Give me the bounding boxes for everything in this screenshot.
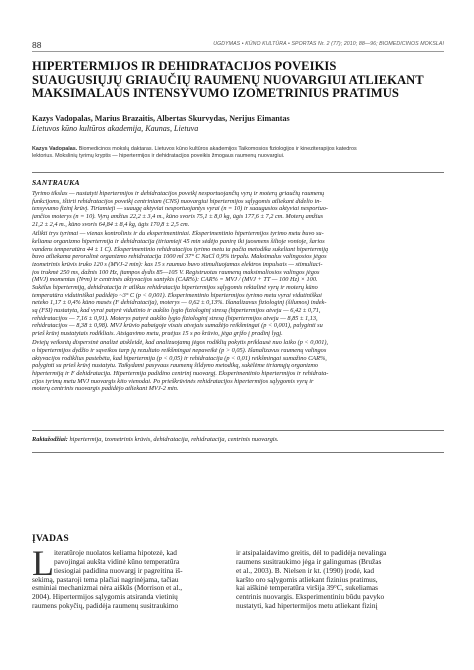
abstract-line: jančios moterys (n = 10). Vyrų amžius 22,2 ± 3,4 m., kūno svoris 75,1 ± 8,0 kg, ūgis 177,6 ± 7,2 cm. Moterų amžius: [32, 212, 324, 220]
intro-line: pavojingai aukšta vidinė kūno temperatūra: [54, 556, 180, 566]
journal-citation: UGDYMAS • KŪNO KULTŪRA • SPORTAS Nr. 2 (77); 2010; 88—96; BIOMEDICINOS MOKSLAI: [213, 41, 444, 47]
abstract-line: (MVJ) momentas (N•m) ir centrinės aktyvacijos santykis (CAR%): CAR% = MVJ / (MVJ + TT — 100 Hz) × 100.: [32, 276, 318, 284]
abstract-top-rule: [32, 172, 444, 173]
abstract-line: Tyrimo tikslas — nustatyti hipertermijos ir dehidratacijos poveikį nesportuojančių vyrų ir moterų griaučių raumenų: [32, 190, 325, 197]
abstract-paragraph: [32, 339, 444, 393]
abstract-line: rehidratacijos — 8,38 ± 0,98). MVJ krūvio pabaigoje visais atvejais sumažėjo reikšmingai (p < 0,001), palyginti su: [32, 322, 323, 330]
abstract-line: hipertermiją ir F dehidratacija. Hipertermija padidino centrinį nuovargį. Eksperimentinio hipertermijos ir rehidrata-: [32, 370, 329, 378]
intro-line: centrinis nuovargis. Eksperimentiniu būdu pavyko: [236, 592, 385, 602]
bio-line: lektorius. Mokslinių tyrimų kryptis — hipertermijos ir dehidratacijos poveikis žmogaus raumenų nuovargiui.: [32, 153, 285, 160]
abstract-line: neteko 1,17 ± 0,4% kūno masės (F dehidratacija), moterys — 0,62 ± 0,13%. Išanalizavus fiziologinį (šilumos) indek-: [32, 299, 327, 307]
abstract-line: 21,2 ± 2,4 m., kūno svoris 64,84 ± 8,4 kg, ūgis 170,8 ± 2,5 cm.: [32, 220, 190, 228]
intro-line: nustatyti, kad hipertermijos metu atliekant fizinį: [236, 601, 378, 611]
abstract-line: izometrinis krūvis truko 120 s (MVJ-2 min): kas 15 s raumuo buvo stimuliuojamas elektros impulsais — stimuliaci-: [32, 260, 323, 268]
abstract-line: aktyvacijos rodiklius pastebėta, kad hipertermija (p < 0,05) ir rehidratacija (p < 0,01) reikšmingai sumažino CAR%,: [32, 354, 327, 362]
bio-text: Biomedicinos mokslų daktaras. Lietuvos kūno kultūros akademijos Taikomosios fiziologijos ir kineziterapijos katedros: [77, 146, 357, 152]
intro-line: et al., 2003). B. Nielsen ir kt. (1990) įrodė, kad: [236, 565, 375, 575]
abstract-heading: SANTRAUKA: [32, 178, 80, 187]
abstract-line: cijos tyrimų metu MVJ nuovargis kito vienodai. Po prieškrūvinės rehidratacijos hipertermijos sąlygomis vyrų ir: [32, 377, 314, 385]
abstract-line: buvo atliekama peroralinė organizmo rehidratacija 1000 ml 37° C NaCl 0,9% tirpalu. Maksimalus valingosios jėgos: [32, 253, 327, 261]
abstract-line: keliama organizmo hipertermija ir dehidratacija (tiriamieji 45 min sėdėjo panirę iki juosmens šiltoje vonioje, šarios: [32, 237, 325, 245]
intro-right-column: [236, 549, 448, 611]
abstract-paragraph: [32, 230, 444, 337]
intro-line: karšto oro sąlygomis atliekant fizinius pratimus,: [236, 574, 378, 584]
abstract-line: funkcijoms, ištirti rehidratacijos poveikį centriniam (CNS) nuovargiui hipertermijos sąlygomis atliekant didelio in-: [32, 197, 322, 205]
abstract-line: rehidratacijos — 7,16 ± 0,91). Moterys patyrė aukšto lygio fiziologinį stresą (hipertermijos atveju — 8,85 ± 1,13,: [32, 314, 318, 322]
abstract-line: są (FSI) nustatyta, kad vyrai patyrė vidutinio ir aukšto lygio fiziologinį stresą (hipertermijos atveju — 6,42 ± 0,71,: [32, 306, 321, 314]
intro-line: 2004). Hipertermijos sąlygomis atsiranda vietinių: [32, 592, 178, 602]
page-number: 88: [32, 40, 42, 50]
bio-line: [32, 146, 444, 153]
intro-line: raumens pokyčių, padidėja raumenų susitraukimo: [32, 601, 179, 611]
abstract-line: Sukėlus hipertermiją, dehidratacija ir atlikus rehidratacija hipertermijos sąlygomis rektalinė vyrų ir moterų kūno: [32, 283, 318, 291]
abstract-line: vandens temperatūra 44 ± 1 C). Eksperimentinio rehidratacijos tyrimo metu ta pačia metodika sukeliant hipertermiją: [32, 245, 329, 253]
article-title: [32, 60, 448, 101]
abstract-bottom-rule: [32, 430, 444, 431]
abstract-paragraph: [32, 190, 444, 228]
keywords-text: hipertermija, izometrinis krūvis, dehidratacija, rehidratacija, centrinis nuovargis.: [67, 436, 279, 443]
abstract-line: jos trukmė 250 ms, dažnis 100 Hz, įtampos dydis 85—105 V. Registruotas raumenų maksimaliosios valingos jėgos: [32, 268, 320, 276]
abstract-line: moterų centrinis nuovargis padidėjo atliekant MVJ-2 min.: [32, 385, 179, 393]
bio-name: Kazys Vadopalas.: [32, 146, 78, 152]
abstract-body: [32, 190, 444, 393]
affiliation: Lietuvos kūno kultūros akademija, Kaunas, Lietuva: [32, 124, 199, 133]
drop-cap: L: [32, 543, 54, 583]
abstract-line: temperatūra vidutiniškai padidėjo ~3° C (p < 0,001). Eksperimentinio hipertermijos tyrimo metu vyrai vidutiniškai: [32, 291, 322, 299]
abstract-line: palyginti su prieš krūvį nustatytu. Taikydami pasyvaus raumenų šildymo metodiką, sukėlėme tiriamųjų organizmo: [32, 362, 319, 370]
keywords: [32, 436, 444, 443]
intro-line: ir atsipalaidavimo greitis, dėl to padidėja nevalinga: [236, 548, 387, 557]
author-bio: [32, 146, 444, 160]
abstract-line: Atlikti trys tyrimai — vienas kontrolinis ir du eksperimentiniai. Eksperimentinio hipertermijos tyrimo metu buvo su-: [32, 230, 324, 238]
title-line: HIPERTERMIJOS IR DEHIDRATACIJOS POVEIKIS: [32, 59, 337, 73]
author-list: Kazys Vadopalas, Marius Brazaitis, Albertas Skurvydas, Nerijus Eimantas: [32, 114, 290, 123]
keywords-label: Raktažodžiai:: [32, 436, 68, 443]
intro-left-column: [32, 543, 228, 611]
abstract-line: o hipertermijos dydžio ir sąveikos tarp jų rezultato reikšmingai nepaveikė (p > 0,05). Išanalizavus raumenų valingos: [32, 347, 327, 355]
title-line: SUAUGUSIŲJŲ GRIAUČIŲ RAUMENŲ NUOVARGIUI ATLIEKANT: [32, 72, 424, 87]
intro-line: raumens susitraukimo jėga ir galingumas (Bružas: [236, 556, 382, 566]
intro-line: kai aiškinė temperatūra viršija 39°C, sukeliamas: [236, 583, 379, 593]
keywords-bottom-rule: [32, 452, 444, 453]
intro-line: iteratūroje nuolatos keliama hipotezė, kad: [54, 548, 177, 557]
intro-line: tiesiogiai padidina nuovargį ir pagreitina iš-: [54, 565, 183, 575]
abstract-line: tensyvumo fizinį krūvį. Tiriamieji — suaugę aktyviai nesportuojantys vyrai (n = 10) ir suaugusios aktyviai nesportuo-: [32, 205, 328, 213]
intro-line: sekimą, pastaroji tema plačiai nagrinėjama, tačiau: [32, 574, 179, 584]
title-line: MAKSIMALAUS INTENSYVUMO IZOMETRINIUS PRATIMUS: [32, 86, 399, 101]
abstract-line: prieš krūvį nustatytais rodikliais. Atsigavimo metu, praėjus 15 s po krūvio, jėga grįžo į pradinį lygį.: [32, 329, 283, 337]
intro-line: esminiai mechanizmai nėra aiškūs (Morrison et al.,: [32, 583, 183, 593]
abstract-line: Dviejų veiksnių dispersinė analizė atskleidė, kad analizuojamų jėgos rodiklių pokytis priklausė nuo laiko (p < 0,001),: [32, 339, 329, 347]
introduction-heading: ĮVADAS: [32, 534, 69, 544]
running-header: [32, 40, 444, 52]
